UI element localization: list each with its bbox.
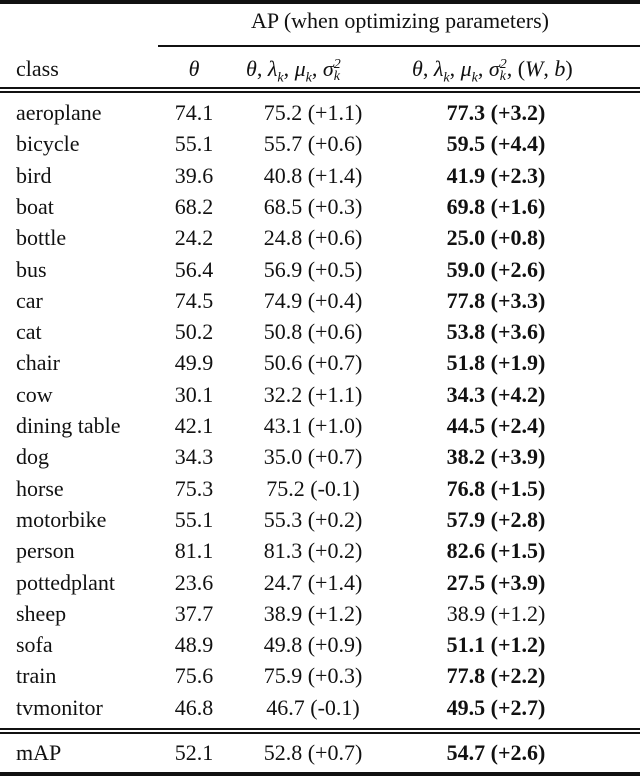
sigma-symbol: σ	[488, 56, 500, 81]
top-rule	[0, 0, 640, 4]
cell-theta-lambda-mu-sigma: 43.1 (+1.0)	[263, 413, 363, 438]
cell-theta: 39.6	[174, 162, 214, 188]
sub-k: k	[443, 70, 450, 86]
cell-class: car	[16, 287, 43, 313]
sup-2: 2	[333, 56, 341, 72]
cell-class: dining table	[16, 413, 121, 438]
table-row	[0, 632, 640, 658]
sep: ,	[422, 56, 434, 81]
cell-theta-lambda-mu-sigma: 50.6 (+0.7)	[263, 350, 363, 376]
table-row	[0, 225, 640, 251]
cell-theta: 56.4	[174, 256, 214, 282]
cell-theta: 50.2	[174, 319, 214, 345]
cell-class: sheep	[16, 600, 67, 626]
sub-k: k	[277, 70, 284, 86]
cell-class: mAP	[16, 740, 62, 765]
cell-theta-lambda-mu-sigma: 56.9 (+0.5)	[263, 256, 363, 282]
cell-theta: 55.1	[174, 506, 214, 532]
header-theta-lambda-mu-sigma	[246, 56, 341, 86]
cell-class: bird	[16, 162, 52, 188]
paren: (	[517, 56, 526, 81]
header-all-params	[412, 56, 573, 86]
cell-theta: 74.1	[174, 100, 214, 125]
table-row	[0, 695, 640, 721]
cell-class: train	[16, 663, 57, 689]
cell-theta-lambda-mu-sigma: 55.3 (+0.2)	[263, 506, 363, 532]
cell-theta: 48.9	[174, 632, 214, 658]
cell-class: boat	[16, 193, 54, 219]
table-row	[0, 100, 640, 126]
table-row	[0, 663, 640, 689]
cell-all-params: 51.8 (+1.9)	[446, 350, 546, 376]
cell-theta-lambda-mu-sigma: 49.8 (+0.9)	[263, 632, 363, 658]
cell-class: cow	[16, 381, 53, 407]
cell-all-params: 38.9 (+1.2)	[446, 600, 546, 626]
sup-2: 2	[499, 56, 507, 72]
cell-class: tvmonitor	[16, 694, 103, 720]
cell-theta-lambda-mu-sigma: 46.7 (-0.1)	[266, 694, 360, 720]
table-row	[0, 538, 640, 564]
table-row	[0, 382, 640, 408]
b-symbol: b	[554, 56, 566, 81]
cell-theta-lambda-mu-sigma: 38.9 (+1.2)	[263, 600, 363, 626]
cell-theta: 34.3	[174, 444, 214, 470]
table-row	[0, 507, 640, 533]
cell-theta-lambda-mu-sigma: 35.0 (+0.7)	[263, 444, 363, 470]
cell-all-params: 53.8 (+3.6)	[446, 319, 546, 345]
cell-theta: 23.6	[174, 569, 214, 595]
cell-class: chair	[16, 350, 60, 376]
cell-theta-lambda-mu-sigma: 75.9 (+0.3)	[263, 663, 363, 689]
table-row	[0, 319, 640, 345]
sub-k: k	[333, 68, 340, 84]
cell-theta-lambda-mu-sigma: 55.7 (+0.6)	[263, 131, 363, 157]
cell-theta-lambda-mu-sigma: 50.8 (+0.6)	[263, 319, 363, 345]
sigma-symbol: σ	[322, 56, 334, 81]
cell-theta: 37.7	[174, 600, 214, 626]
theta-symbol: θ	[412, 56, 423, 81]
cell-class: sofa	[16, 632, 53, 658]
sep: ,	[477, 56, 489, 81]
cell-all-params: 77.8 (+3.3)	[446, 287, 546, 313]
w-symbol: W	[525, 56, 544, 81]
cell-all-params: 25.0 (+0.8)	[446, 225, 546, 251]
lambda-symbol: λ	[267, 56, 278, 81]
cell-all-params: 76.8 (+1.5)	[446, 475, 546, 501]
cell-theta-lambda-mu-sigma: 81.3 (+0.2)	[263, 538, 363, 564]
header-double-rule-top	[0, 87, 640, 89]
cell-theta-lambda-mu-sigma: 52.8 (+0.7)	[263, 740, 363, 765]
cell-all-params: 54.7 (+2.6)	[446, 740, 546, 765]
theta-symbol: θ	[188, 56, 200, 81]
group-header: AP (when optimizing parameters)	[251, 8, 549, 33]
cell-class: bottle	[16, 225, 67, 251]
header-theta	[160, 56, 228, 82]
cell-all-params: 77.8 (+2.2)	[446, 663, 546, 689]
cell-class: aeroplane	[16, 100, 102, 125]
cell-theta: 49.9	[174, 350, 214, 376]
cell-class: pottedplant	[16, 569, 115, 595]
cell-theta-lambda-mu-sigma: 75.2 (-0.1)	[266, 475, 360, 501]
cell-theta: 81.1	[174, 538, 214, 564]
cell-all-params: 59.0 (+2.6)	[446, 256, 546, 282]
cell-all-params: 27.5 (+3.9)	[446, 569, 546, 595]
paren: )	[565, 56, 573, 81]
bottom-rule	[0, 772, 640, 776]
cell-all-params: 38.2 (+3.9)	[446, 444, 546, 470]
table-row	[0, 288, 640, 314]
header-class: class	[16, 56, 59, 81]
mu-symbol: μ	[460, 56, 472, 81]
sep: ,	[311, 56, 323, 81]
cell-theta-lambda-mu-sigma: 24.8 (+0.6)	[263, 225, 363, 251]
table-row	[0, 350, 640, 376]
cell-theta: 75.3	[174, 475, 214, 501]
sub-k: k	[471, 70, 478, 86]
cell-all-params: 69.8 (+1.6)	[446, 193, 546, 219]
table-row	[0, 131, 640, 157]
sep: ,	[256, 56, 268, 81]
summary-double-rule-bottom	[0, 732, 640, 734]
cell-theta: 55.1	[174, 131, 214, 157]
group-underline	[158, 45, 640, 47]
cell-class: bus	[16, 256, 47, 282]
sep: ,	[543, 56, 555, 81]
sep: ,	[283, 56, 295, 81]
header-double-rule-bottom	[0, 91, 640, 93]
sep: ,	[506, 56, 518, 81]
table-row	[0, 194, 640, 220]
cell-class: bicycle	[16, 131, 80, 157]
cell-all-params: 57.9 (+2.8)	[446, 506, 546, 532]
cell-theta: 24.2	[174, 225, 214, 251]
cell-theta: 52.1	[174, 740, 214, 765]
cell-all-params: 77.3 (+3.2)	[446, 100, 546, 125]
cell-class: motorbike	[16, 506, 107, 532]
cell-theta-lambda-mu-sigma: 32.2 (+1.1)	[263, 381, 363, 407]
cell-theta: 46.8	[174, 694, 214, 720]
cell-theta: 30.1	[174, 381, 214, 407]
cell-class: person	[16, 538, 75, 564]
cell-theta: 74.5	[174, 287, 214, 313]
table-row	[0, 570, 640, 596]
cell-theta-lambda-mu-sigma: 74.9 (+0.4)	[263, 287, 363, 313]
theta-symbol: θ	[246, 56, 257, 81]
cell-all-params: 82.6 (+1.5)	[446, 538, 546, 564]
cell-theta-lambda-mu-sigma: 75.2 (+1.1)	[263, 100, 363, 125]
cell-class: horse	[16, 475, 64, 501]
table-row	[0, 444, 640, 470]
lambda-symbol: λ	[433, 56, 444, 81]
cell-all-params: 34.3 (+4.2)	[446, 381, 546, 407]
sub-k: k	[305, 70, 312, 86]
table-row	[0, 476, 640, 502]
cell-all-params: 59.5 (+4.4)	[446, 131, 546, 157]
cell-class: cat	[16, 319, 42, 345]
cell-all-params: 44.5 (+2.4)	[446, 413, 546, 438]
cell-all-params: 51.1 (+1.2)	[446, 632, 546, 658]
table-row	[0, 413, 640, 439]
cell-theta: 75.6	[174, 663, 214, 689]
summary-double-rule-top	[0, 728, 640, 730]
cell-all-params: 41.9 (+2.3)	[446, 162, 546, 188]
table-row	[0, 163, 640, 189]
mu-symbol: μ	[294, 56, 306, 81]
table-row	[0, 257, 640, 283]
cell-theta-lambda-mu-sigma: 40.8 (+1.4)	[263, 162, 363, 188]
cell-theta: 42.1	[174, 413, 214, 438]
cell-all-params: 49.5 (+2.7)	[446, 694, 546, 720]
cell-class: dog	[16, 444, 49, 470]
summary-row	[0, 740, 640, 766]
cell-theta: 68.2	[174, 193, 214, 219]
cell-theta-lambda-mu-sigma: 68.5 (+0.3)	[263, 193, 363, 219]
table-row	[0, 601, 640, 627]
cell-theta-lambda-mu-sigma: 24.7 (+1.4)	[263, 569, 363, 595]
sub-k: k	[499, 68, 506, 84]
sep: ,	[449, 56, 461, 81]
